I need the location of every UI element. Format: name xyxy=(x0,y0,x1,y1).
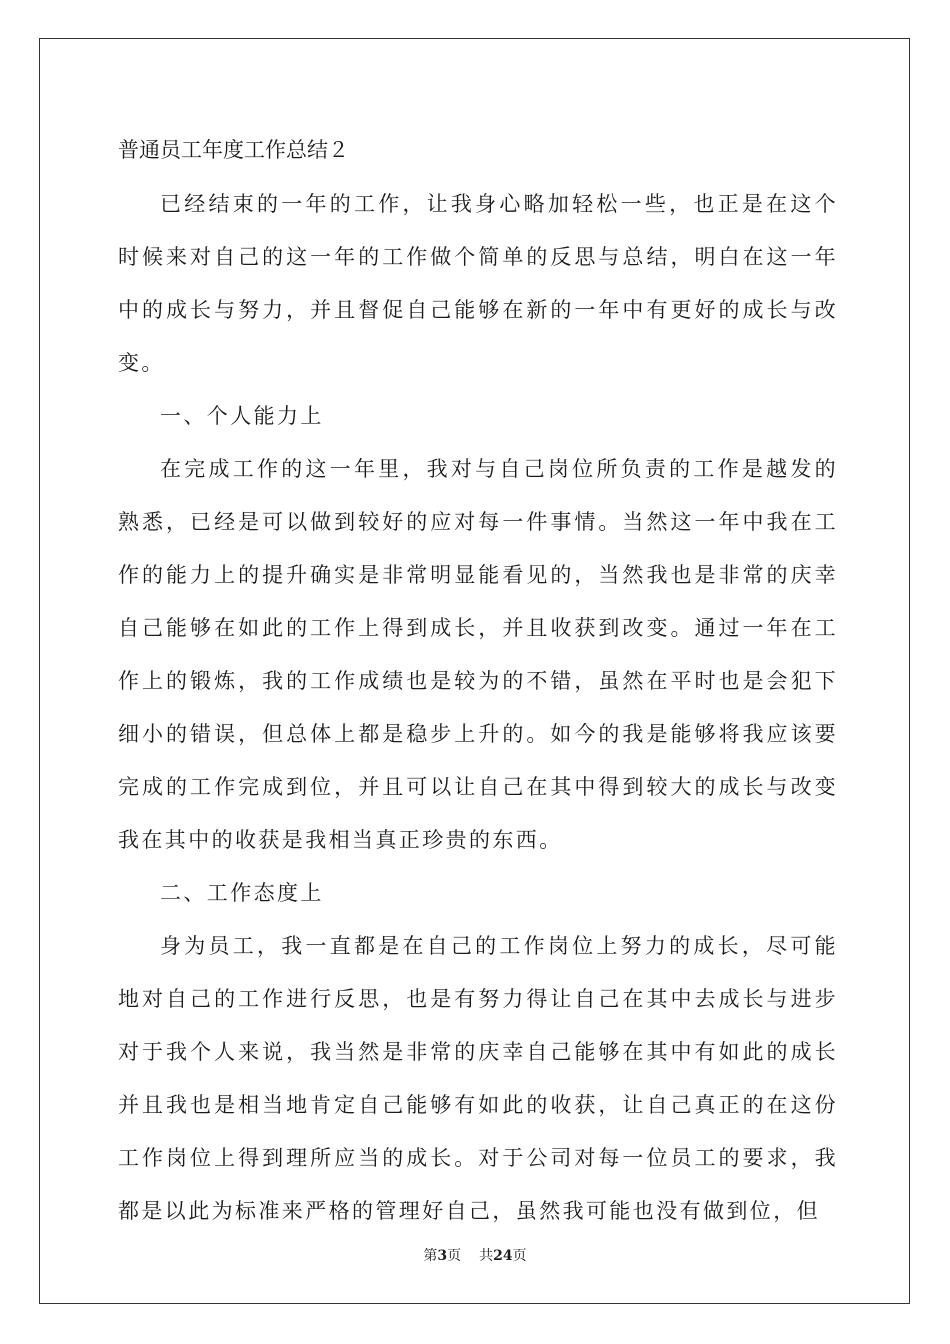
paragraph-intro: 已经结束的一年的工作，让我身心略加轻松一些，也正是在这个时候来对自己的这一年的工作做个简单的反思与总结，明白在这一年中的成长与努力，并且督促自己能够在新的一年中有更好的成长与改变。 xyxy=(118,192,838,375)
total-prefix: 共 xyxy=(479,1248,494,1264)
page-suffix: 页 xyxy=(447,1248,462,1264)
paragraph-ability: 在完成工作的这一年里，我对与自己岗位所负责的工作是越发的熟悉，已经是可以做到较好的应对每一件事情。当然这一年中我在工作的能力上的提升确实是非常明显能看见的，当然我也是非常的庆幸自己能够在如此的工作上得到成长，并且收获到改变。通过一年在工作上的锻炼，我的工作成绩也是较为的不错，虽然在平时也是会犯下细小的错误，但总体上都是稳步上升的。如今的我是能够将我应该要完成的工作完成到位，并且可以让自己在其中得到较大的成长与改变我在其中的收获是我相当真正珍贵的东西。 xyxy=(118,457,838,852)
total-pages: 24 xyxy=(493,1248,513,1264)
document-body xyxy=(118,122,838,1238)
document-title: 普通员工年度工作总结２ xyxy=(118,138,349,162)
total-suffix: 页 xyxy=(512,1248,527,1264)
section-heading-ability: 一、个人能力上 xyxy=(160,404,324,428)
paragraph-attitude: 身为员工，我一直都是在自己的工作岗位上努力的成长，尽可能地对自己的工作进行反思，也是有努力得让自己在其中去成长与进步对于我个人来说，我当然是非常的庆幸自己能够在其中有如此的成长并且我也是相当地肯定自己能够有如此的收获，让自己真正的在这份工作岗位上得到理所应当的成长。对于公司对每一位员工的要求，我都是以此为标准来严格的管理好自己，虽然我可能也没有做到位，但 xyxy=(118,934,838,1223)
page-prefix: 第 xyxy=(423,1248,438,1264)
page-footer xyxy=(0,1246,950,1266)
section-heading-attitude: 二、工作态度上 xyxy=(160,881,324,905)
page-number: 3 xyxy=(437,1248,448,1264)
